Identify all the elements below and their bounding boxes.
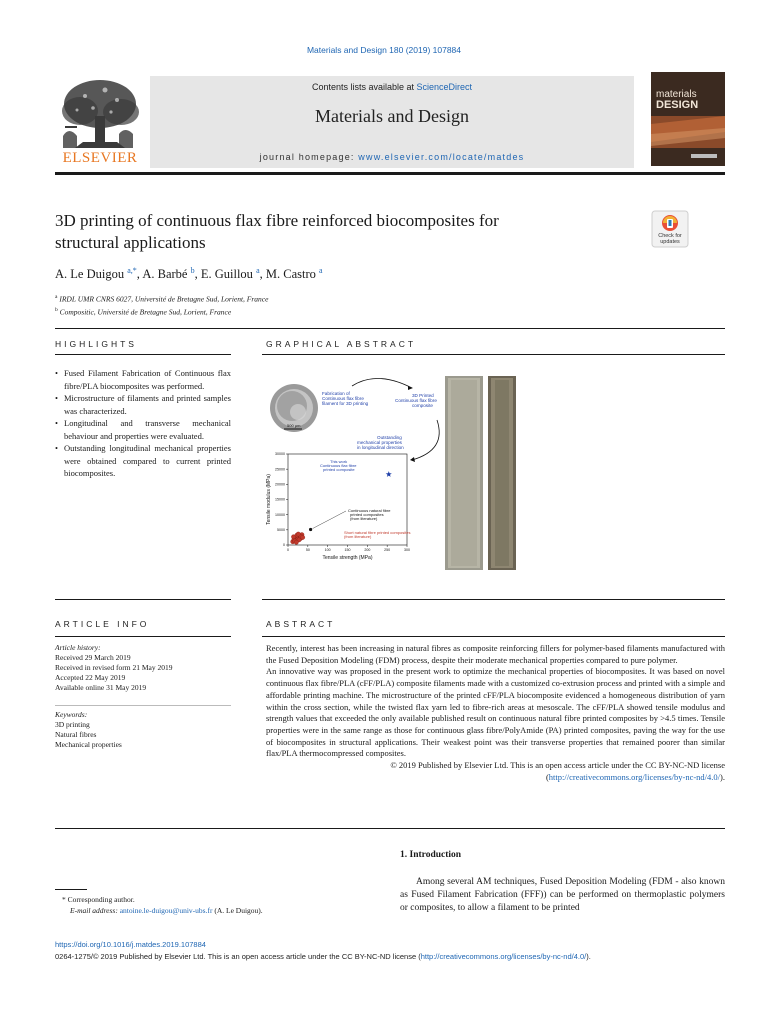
y-tick-label: 20000 [275, 482, 285, 487]
abstract-paragraph-2: An innovative way was proposed in the present work to optimize the mechanical properties of biocomposites. It was based on novel continuous flax fibre/PLA (cFF/PLA) composite filaments made with a customized co-extrusion process and printed with a simple and affordable printing machine. The microstructure of the printed cFF/PLA biocomposite evidenced a homogeneous distribution of yarn within the cross section, while the twisted flax yarn led to fibre-rich areas at mesoscale. The cFF/PLA showed tensile modulus and strength values that exceeded the only available published result on continuous natural fibre printed composites by >4.5 times. Tensile properties were in the same range as those for continuous glass fibre/PolyAmide (PA) printed composites, paving the way for the use of biocomposites in structural applications. Their weakest point was their transverse properties that remained poorer than similar flax/PLA thermocompressed composites. [266, 666, 725, 759]
highlights-rule [55, 354, 231, 355]
author-1[interactable]: A. Le Duigou [55, 267, 125, 282]
label-fabrication-1: Fabrication of [322, 391, 350, 396]
graphical-abstract-rule [262, 354, 725, 355]
label-continuous-1: Continuous natural fibre [348, 508, 391, 513]
author-sep: , [136, 267, 143, 282]
author-4[interactable]: M. Castro [265, 267, 316, 282]
abstract-rule [262, 636, 725, 637]
email-line [62, 905, 362, 916]
section-rule [55, 328, 725, 329]
arrow-fabrication [352, 378, 412, 388]
author-4-sup[interactable]: a [319, 266, 323, 275]
label-continuous-3: (from literature) [350, 516, 378, 521]
cover-title-2: DESIGN [656, 99, 699, 111]
x-tick-label: 0 [287, 548, 289, 552]
arrow-outstanding [412, 420, 439, 460]
author-sep: , [259, 267, 266, 282]
email-owner: (A. Le Duigou). [212, 906, 263, 915]
article-info-rule [55, 636, 231, 637]
x-tick-label: 100 [324, 548, 331, 552]
abstract-heading: ABSTRACT [266, 619, 336, 629]
abstract-paragraph-1: Recently, interest has been increasing in natural fibres as composite reinforcing fillers for polymer-based filaments manufactured with the Fused Deposition Modeling (FDM) process, despite their moderate mechanical properties compared to pure polymer. [266, 643, 725, 665]
label-outstanding-1: Outstanding [377, 435, 402, 440]
label-outstanding-3: in longitudinal direction [357, 445, 404, 450]
y-tick-label: 5000 [277, 528, 285, 533]
label-fabrication-2: Continuous flax fibre [322, 396, 364, 401]
label-continuous-2: printed composites [350, 512, 384, 517]
author-2-sup[interactable]: b [190, 266, 195, 275]
header-rule [55, 172, 725, 175]
corresponding-text: Corresponding author. [67, 895, 135, 904]
arrow-head [410, 457, 415, 462]
author-3-sup[interactable]: a [256, 266, 260, 275]
author-2[interactable]: A. Barbé [142, 267, 188, 282]
license-link[interactable]: http://creativecommons.org/licenses/by-nc-nd/4.0/ [548, 771, 721, 782]
y-tick-label: 30000 [275, 452, 285, 457]
journal-reference[interactable]: Materials and Design 180 (2019) 107884 [306, 45, 462, 55]
x-tick-label: 300 [404, 548, 410, 552]
abstract-body [266, 643, 725, 783]
graphical-abstract-heading: GRAPHICAL ABSTRACT [266, 339, 417, 349]
footnote [62, 894, 362, 916]
contents-prefix: Contents lists available at [311, 82, 417, 92]
section-rule [55, 828, 725, 829]
arrow-head [408, 386, 413, 390]
highlight-item: • Fused Filament Fabrication of Continuous flax fibre/PLA biocomposites was performed. [55, 367, 231, 392]
affil-text: Compositic, Université de Bretagne Sud, Lorient, France [59, 307, 232, 316]
highlights-list [55, 367, 231, 480]
highlight-item: • Outstanding longitudinal mechanical properties were obtained compared to current printed biocomposites. [55, 442, 231, 480]
label-printed-1: 3D Printed [412, 393, 434, 398]
keyword-item: 3D printing [55, 720, 90, 729]
contents-line [150, 82, 634, 92]
affil-text: IRDL UMR CNRS 6027, Université de Bretagne Sud, Lorient, France [59, 294, 269, 304]
title-line-2: structural applications [55, 233, 206, 252]
introduction-heading: 1. Introduction [400, 850, 462, 860]
corresponding-note [62, 894, 362, 905]
affiliation-a [55, 292, 268, 305]
license-line [55, 952, 591, 961]
title-line-1: 3D printing of continuous flax fibre reinforced biocomposites for [55, 211, 499, 230]
license-text: 0264-1275/© 2019 Published by Elsevier Ltd. This is an open access article under the CC BY-NC-ND license ( [55, 952, 421, 961]
y-tick-label: 0 [283, 543, 285, 548]
scale-bar-label: 500 µm [287, 423, 301, 428]
history-item: Received in revised form 21 May 2019 [55, 663, 173, 672]
printed-samples-image [445, 376, 516, 570]
article-history [55, 643, 231, 693]
homepage-link[interactable]: www.elsevier.com/locate/matdes [358, 152, 525, 162]
email-label: E-mail address: [70, 906, 120, 915]
data-point-continuous [309, 528, 312, 531]
introduction-text: Among several AM techniques, Fused Deposition Modeling (FDM - also known as Fused Filament Fabrication (FFF)) can be performed on thermoplastic polymers or composites, to allow a filament to be printed [400, 877, 725, 913]
y-axis-label: Tensile modulus (MPa) [266, 474, 272, 525]
affiliation-b [55, 305, 268, 318]
keyword-item: Natural fibres [55, 730, 97, 739]
publisher-name: ELSEVIER [62, 150, 138, 166]
authors-line [55, 266, 323, 282]
highlight-item: • Microstructure of filaments and printed samples was characterized. [55, 392, 231, 417]
section-rule [262, 599, 725, 600]
keywords [55, 710, 231, 750]
history-item: Accepted 22 May 2019 [55, 673, 126, 682]
y-tick-label: 25000 [275, 467, 285, 472]
data-point-short [300, 535, 304, 539]
label-this-work-3: printed composite [323, 467, 355, 472]
journal-name: Materials and Design [315, 106, 469, 126]
label-fabrication-3: filament for 3D printing [322, 401, 369, 406]
highlight-item: • Longitudinal and transverse mechanical behaviour and properties were evaluated. [55, 417, 231, 442]
check-for-updates-label[interactable] [648, 233, 692, 245]
homepage-prefix: journal homepage: [259, 152, 359, 162]
graphical-abstract [262, 362, 725, 572]
label-short-2: (from literature) [344, 534, 372, 539]
cover-art [651, 72, 725, 166]
article-info-heading: ARTICLE INFO [55, 619, 150, 629]
copyright-end: ). [720, 771, 725, 782]
label-printed-3: composite [412, 403, 433, 408]
data-point-short [294, 540, 298, 544]
sciencedirect-link[interactable]: ScienceDirect [416, 82, 473, 92]
label-this-work-1: This work [330, 459, 348, 464]
article-title [55, 210, 615, 254]
footer-license-link[interactable]: http://creativecommons.org/licenses/by-nc-nd/4.0/ [420, 952, 587, 961]
scatter-chart [266, 452, 410, 561]
x-tick-label: 250 [384, 548, 391, 552]
x-tick-label: 50 [305, 548, 310, 552]
footnote-rule [55, 889, 87, 890]
highlights-heading: HIGHLIGHTS [55, 339, 137, 349]
label-short-1: Short natural fibre printed composites [344, 530, 411, 535]
author-sep: , [194, 267, 201, 282]
y-tick-label: 10000 [275, 512, 285, 517]
doi-link[interactable]: https://doi.org/10.1016/j.matdes.2019.107884 [55, 940, 206, 949]
affil-sup: b [55, 306, 58, 313]
check-label-1: Check for [658, 233, 682, 239]
label-this-work-2: Continuous flax fibre [320, 463, 357, 468]
section-rule [55, 599, 231, 600]
annotation-leader [313, 511, 346, 529]
affiliations [55, 292, 268, 317]
data-point-short [296, 532, 300, 536]
keywords-rule [55, 705, 231, 706]
data-point-this-work [386, 471, 392, 477]
x-tick-label: 200 [364, 548, 371, 552]
footnote-star: * [62, 895, 66, 904]
keywords-label: Keywords: [55, 710, 88, 719]
journal-homepage [150, 152, 634, 162]
history-item: Available online 31 May 2019 [55, 683, 147, 692]
license-end: ). [586, 952, 591, 961]
affil-sup: a [55, 294, 58, 300]
keyword-item: Mechanical properties [55, 740, 122, 749]
history-label: Article history: [55, 643, 101, 652]
email-link[interactable]: antoine.le-duigou@univ-ubs.fr [119, 906, 213, 915]
cover-title-1: materials [656, 89, 697, 100]
check-label-2: updates [660, 239, 680, 245]
author-1-sup[interactable]: a,* [127, 266, 137, 275]
author-3[interactable]: E. Guillou [200, 267, 253, 282]
x-tick-label: 150 [344, 548, 351, 552]
x-axis-label: Tensile strength (MPa) [322, 555, 373, 561]
label-printed-2: Continuous flax fibre [395, 398, 437, 403]
y-tick-label: 15000 [275, 497, 285, 502]
copyright-text: © 2019 Published by Elsevier Ltd. This is an open access article under the CC BY-NC-ND license ( [390, 760, 725, 782]
history-item: Received 29 March 2019 [55, 653, 131, 662]
journal-cover[interactable] [651, 72, 725, 166]
abstract-copyright [266, 760, 725, 783]
label-outstanding-2: mechanical properties [357, 440, 402, 445]
